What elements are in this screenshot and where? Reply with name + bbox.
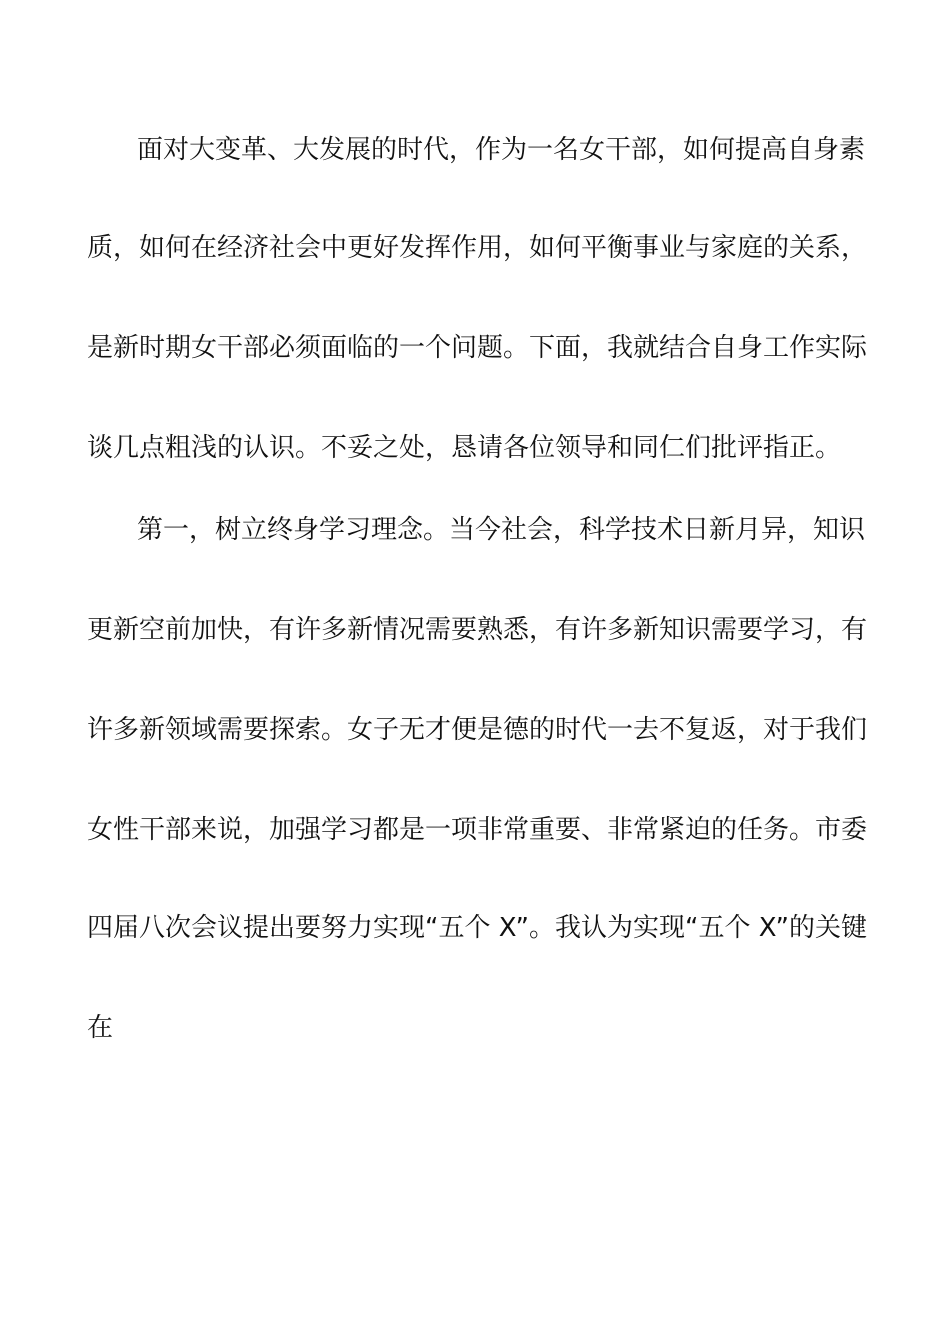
- paragraph-2-line-4: 女性干部来说，加强学习都是一项非常重要、非常紧迫的任务。市委: [87, 815, 868, 845]
- paragraph-2-line-1: 第一，树立终身学习理念。当今社会，科学技术日新月异，知识: [137, 515, 866, 545]
- paragraph-1-line-3: 是新时期女干部必须面临的一个问题。下面，我就结合自身工作实际: [87, 333, 868, 363]
- paragraph-2-line-6: 在: [87, 1013, 114, 1043]
- paragraph-2-line-5: 四届八次会议提出要努力实现“五个 X”。我认为实现“五个 X”的关键: [87, 913, 867, 943]
- paragraph-1-line-2: 质，如何在经济社会中更好发挥作用，如何平衡事业与家庭的关系，: [87, 233, 868, 263]
- paragraph-2-line-2: 更新空前加快，有许多新情况需要熟悉，有许多新知识需要学习，有: [87, 615, 868, 645]
- paragraph-2-line-3: 许多新领域需要探索。女子无才便是德的时代一去不复返，对于我们: [87, 715, 868, 745]
- paragraph-1-line-1: 面对大变革、大发展的时代，作为一名女干部，如何提高自身素: [137, 135, 866, 165]
- paragraph-1-line-4: 谈几点粗浅的认识。不妥之处，恳请各位领导和同仁们批评指正。: [87, 433, 842, 463]
